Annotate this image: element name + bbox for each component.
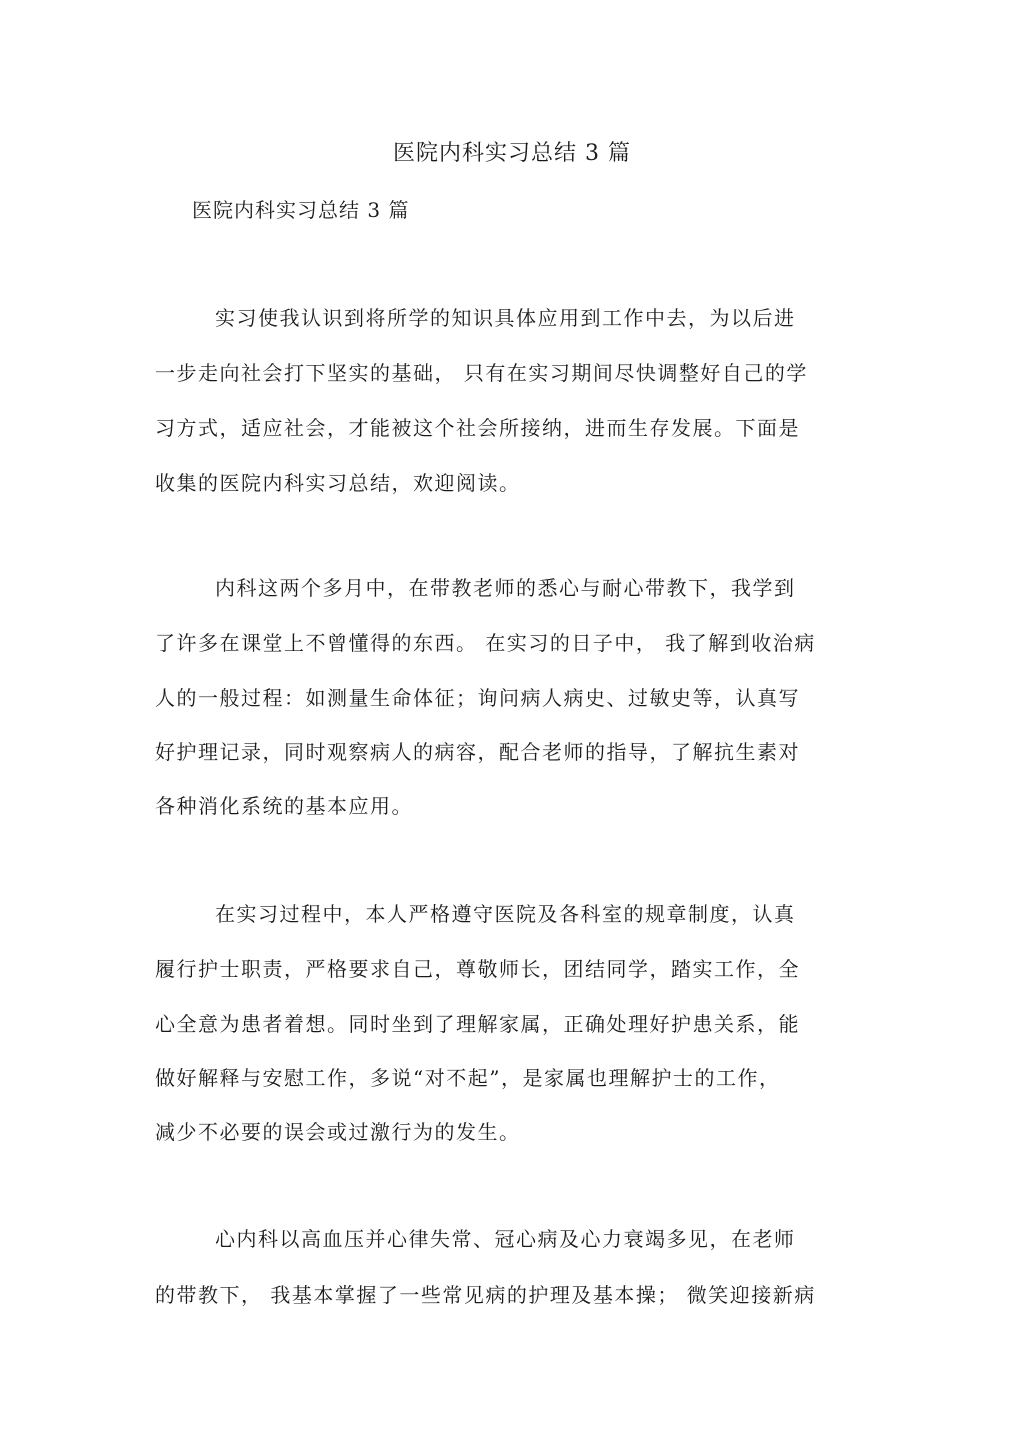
paragraph-line: 心全意为患者着想。同时坐到了理解家属，正确处理好护患关系，能 (155, 1012, 800, 1036)
document-title: 医院内科实习总结 3 篇 (393, 141, 631, 166)
paragraph-line: 在实习过程中，本人严格遵守医院及各科室的规章制度，认真 (215, 902, 796, 926)
paragraph-line: 的带教下， 我基本掌握了一些常见病的护理及基本操； 微笑迎接新病 (155, 1283, 816, 1307)
paragraph-line: 人的一般过程：如测量生命体征；询问病人病史、过敏史等，认真写 (155, 686, 800, 710)
paragraph-line: 内科这两个多月中，在带教老师的悉心与耐心带教下，我学到 (215, 576, 796, 600)
paragraph-line: 实习使我认识到将所学的知识具体应用到工作中去，为以后进 (215, 306, 796, 330)
paragraph-line: 做好解释与安慰工作，多说“对不起”，是家属也理解护士的工作， (155, 1066, 781, 1090)
paragraph-line: 心内科以高血压并心律失常、冠心病及心力衰竭多见，在老师 (215, 1227, 796, 1251)
paragraph-line: 好护理记录，同时观察病人的病容，配合老师的指导，了解抗生素对 (155, 740, 800, 764)
paragraph-line: 各种消化系统的基本应用。 (155, 794, 413, 818)
document-subtitle: 医院内科实习总结 3 篇 (192, 198, 410, 222)
paragraph-line: 履行护士职责，严格要求自己，尊敬师长，团结同学，踏实工作，全 (155, 957, 800, 981)
paragraph-line: 习方式，适应社会，才能被这个社会所接纳，进而生存发展。下面是 (155, 416, 800, 440)
paragraph-line: 了许多在课堂上不曾懂得的东西。 在实习的日子中， 我了解到收治病 (155, 631, 816, 655)
paragraph-line: 收集的医院内科实习总结，欢迎阅读。 (155, 471, 521, 495)
paragraph-line: 减少不必要的误会或过激行为的发生。 (155, 1120, 521, 1144)
paragraph-line: 一步走向社会打下坚实的基础， 只有在实习期间尽快调整好自己的学 (155, 361, 808, 385)
